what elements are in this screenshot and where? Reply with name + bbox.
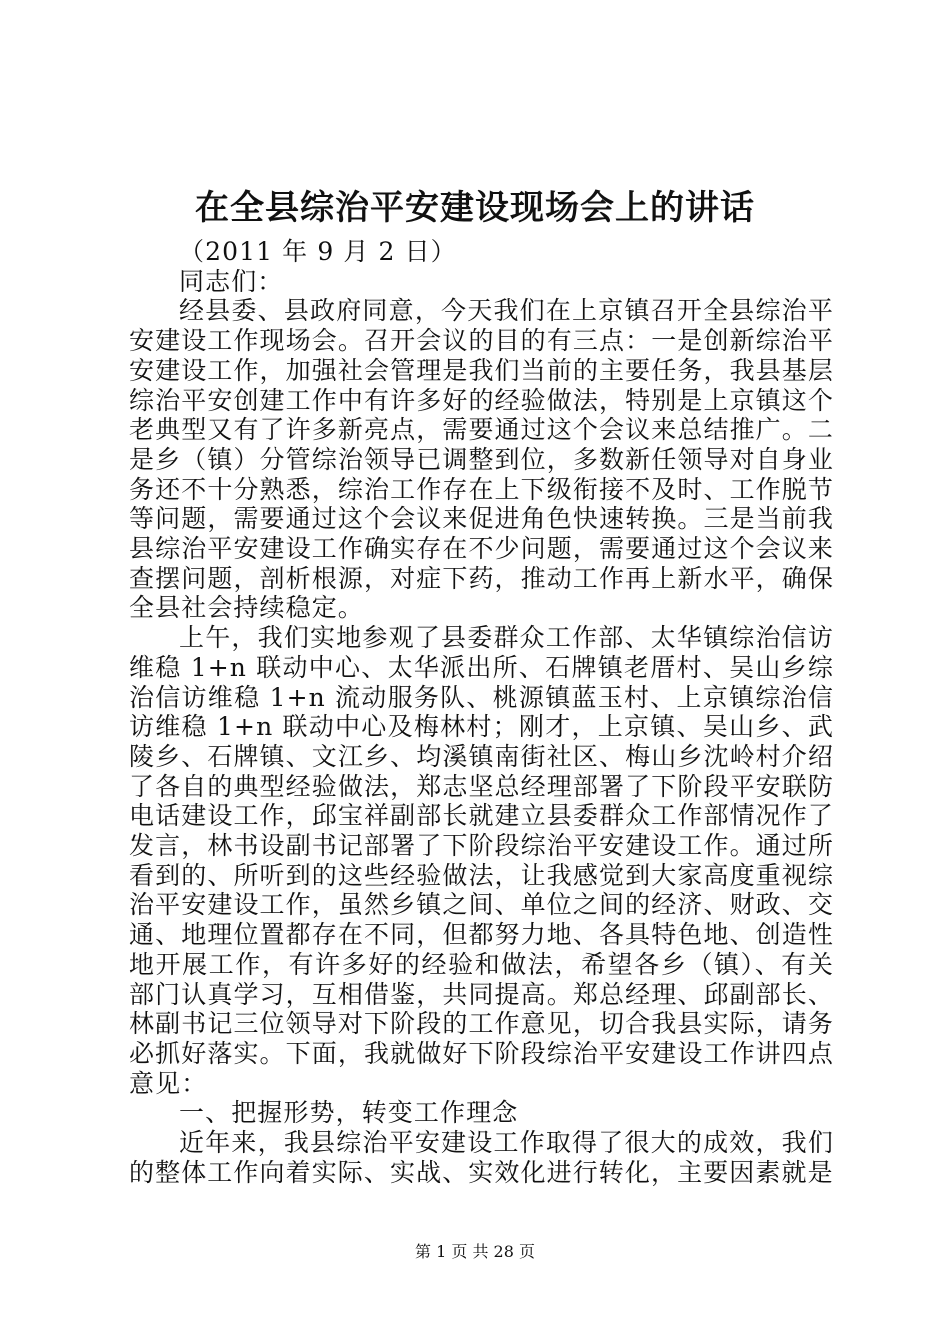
paragraph-situation: 近年来，我县综治平安建设工作取得了很大的成效，我们的整体工作向着实际、实战、实效化进行转化，主要因素就是 <box>129 1128 834 1187</box>
date-line: （2011 年 9 月 2 日） <box>179 237 457 266</box>
document-body <box>129 237 834 1188</box>
paragraph-visit: 上午，我们实地参观了县委群众工作部、太华镇综治信访维稳 1+n 联动中心、太华派出所、石牌镇老厝村、吴山乡综治信访维稳 1+n 流动服务队、桃源镇蓝玉村、上京镇综治信访维稳 1+n 联动中心及梅林村；刚才，上京镇、吴山乡、武陵乡、石牌镇、文江乡、均溪镇南街社区、梅山乡沈岭村介绍了各自的典型经验做法，郑志坚总经理部署了下阶段平安联防电话建设工作，邱宝祥副部长就建立县委群众工作部情况作了发言，林书设副书记部署了下阶段综治平安建设工作。通过所看到的、所听到的这些经验做法，让我感觉到大家高度重视综治平安建设工作，虽然乡镇之间、单位之间的经济、财政、交通、地理位置都存在不同，但都努力地、各具特色地、创造性地开展工作，有许多好的经验和做法，希望各乡（镇）、有关部门认真学习，互相借鉴，共同提高。郑总经理、邱副部长、林副书记三位领导对下阶段的工作意见，切合我县实际，请务必抓好落实。下面，我就做好下阶段综治平安建设工作讲四点意见： <box>129 623 834 1098</box>
section-heading: 一、把握形势，转变工作理念 <box>179 1098 519 1128</box>
page-footer: 第 1 页 共 28 页 <box>415 1242 535 1261</box>
document-title: 在全县综治平安建设现场会上的讲话 <box>195 188 755 228</box>
salutation: 同志们： <box>179 266 284 296</box>
paragraph-purpose: 经县委、县政府同意，今天我们在上京镇召开全县综治平安建设工作现场会。召开会议的目的有三点：一是创新综治平安建设工作，加强社会管理是我们当前的主要任务，我县基层综治平安创建工作中有许多好的经验做法，特别是上京镇这个老典型又有了许多新亮点，需要通过这个会议来总结推广。二是乡（镇）分管综治领导已调整到位，多数新任领导对自身业务还不十分熟悉，综治工作存在上下级衔接不及时、工作脱节等问题，需要通过这个会议来促进角色快速转换。三是当前我县综治平安建设工作确实存在不少问题，需要通过这个会议来查摆问题，剖析根源，对症下药，推动工作再上新水平，确保全县社会持续稳定。 <box>129 296 834 623</box>
